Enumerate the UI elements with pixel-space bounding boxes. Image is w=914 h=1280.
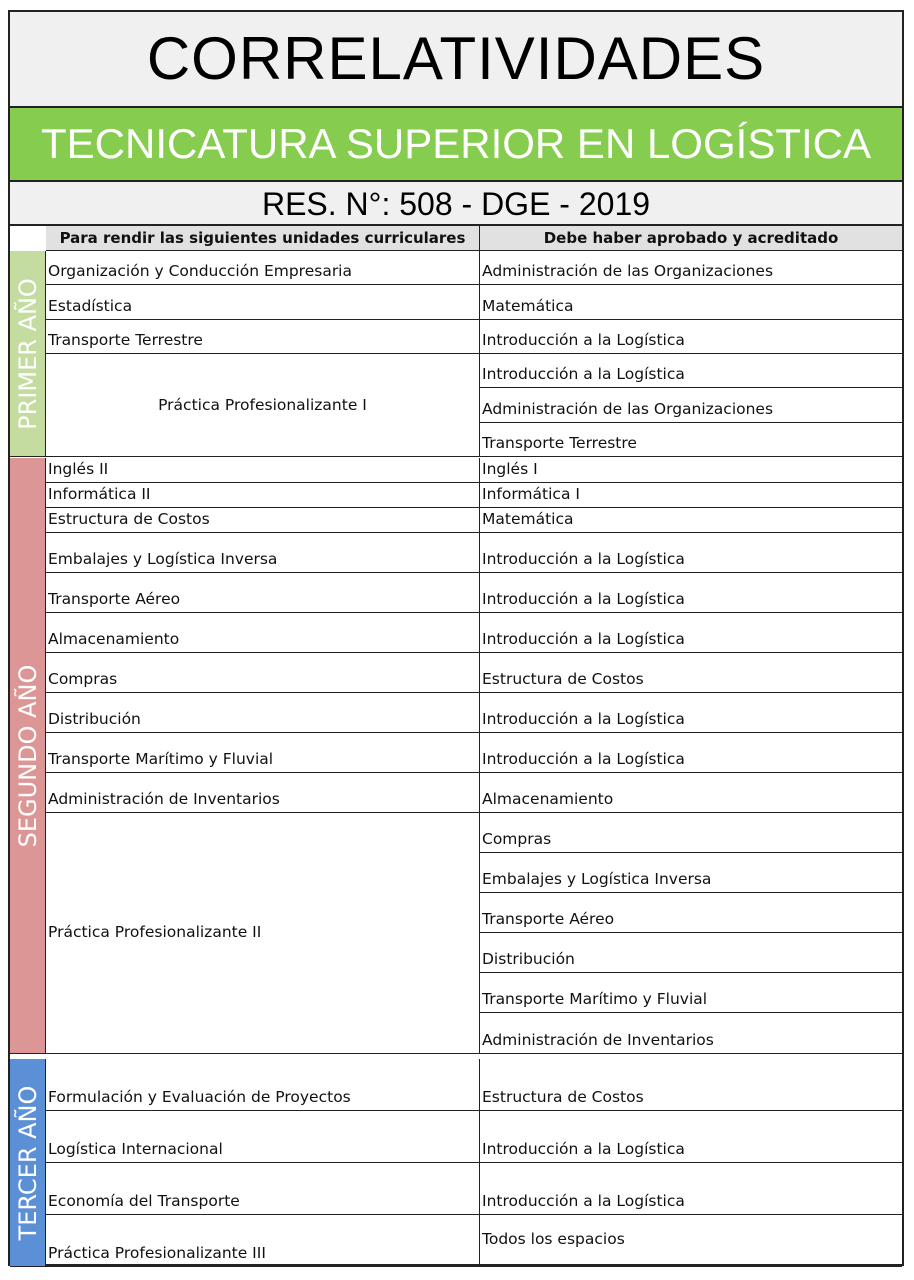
- prerequisite-cell: Estructura de Costos: [480, 653, 902, 693]
- subject-cell: Formulación y Evaluación de Proyectos: [46, 1059, 480, 1111]
- prerequisite-cell: Administración de Inventarios: [480, 1013, 902, 1054]
- prerequisite-cell: Transporte Terrestre: [480, 423, 902, 457]
- prerequisite-cell: Administración de las Organizaciones: [480, 251, 902, 285]
- prerequisite-cell: Matemática: [480, 285, 902, 320]
- subject-cell: Práctica Profesionalizante II: [46, 813, 480, 1054]
- subject-cell: Logística Internacional: [46, 1111, 480, 1163]
- subject-cell: Estructura de Costos: [46, 508, 480, 533]
- subject-cell: Transporte Marítimo y Fluvial: [46, 733, 480, 773]
- subject-cell: Práctica Profesionalizante III: [46, 1215, 480, 1267]
- prerequisite-cell: Inglés I: [480, 458, 902, 483]
- prerequisite-cell: Introducción a la Logística: [480, 1111, 902, 1163]
- subject-cell: Inglés II: [46, 458, 480, 483]
- document-frame: [8, 10, 904, 1266]
- subject-cell: Administración de Inventarios: [46, 773, 480, 813]
- prerequisite-cell: Introducción a la Logística: [480, 320, 902, 354]
- prerequisite-cell: Matemática: [480, 508, 902, 533]
- prerequisite-cell: Introducción a la Logística: [480, 533, 902, 573]
- prerequisite-cell: Embalajes y Logística Inversa: [480, 853, 902, 893]
- resolution-number: RES. N°: 508 - DGE - 2019: [10, 182, 902, 226]
- prerequisite-cell: Introducción a la Logística: [480, 573, 902, 613]
- subject-cell: Organización y Conducción Empresaria: [46, 251, 480, 285]
- prerequisite-cell: Transporte Aéreo: [480, 893, 902, 933]
- column-header-subjects: Para rendir las siguientes unidades curriculares: [46, 226, 480, 251]
- career-title: TECNICATURA SUPERIOR EN LOGÍSTICA: [10, 108, 902, 182]
- prerequisite-cell: Informática I: [480, 483, 902, 508]
- document-title: CORRELATIVIDADES: [10, 12, 902, 108]
- subject-cell: Compras: [46, 653, 480, 693]
- prerequisite-cell: Todos los espacios: [480, 1215, 902, 1267]
- prerequisite-cell: Introducción a la Logística: [480, 733, 902, 773]
- prerequisite-cell: Transporte Marítimo y Fluvial: [480, 973, 902, 1013]
- prerequisite-cell: Administración de las Organizaciones: [480, 388, 902, 423]
- prerequisite-cell: Introducción a la Logística: [480, 693, 902, 733]
- year-label: PRIMER AÑO: [13, 277, 42, 430]
- prerequisite-cell: Almacenamiento: [480, 773, 902, 813]
- prerequisite-cell: Distribución: [480, 933, 902, 973]
- column-header-prerequisites: Debe haber aprobado y acreditado: [480, 226, 902, 251]
- prerequisite-cell: Introducción a la Logística: [480, 1163, 902, 1215]
- subject-cell: Economía del Transporte: [46, 1163, 480, 1215]
- subject-cell: Transporte Aéreo: [46, 573, 480, 613]
- prerequisite-cell: Estructura de Costos: [480, 1059, 902, 1111]
- subject-cell: Estadística: [46, 285, 480, 320]
- subject-cell: Informática II: [46, 483, 480, 508]
- year-band-primer: [10, 251, 46, 457]
- prerequisite-cell: Introducción a la Logística: [480, 613, 902, 653]
- year-label: TERCER AÑO: [13, 1085, 42, 1240]
- subject-cell: Práctica Profesionalizante I: [46, 354, 480, 457]
- subject-cell: Distribución: [46, 693, 480, 733]
- subject-cell: Transporte Terrestre: [46, 320, 480, 354]
- prerequisite-cell: Introducción a la Logística: [480, 354, 902, 388]
- subject-cell: Almacenamiento: [46, 613, 480, 653]
- subject-cell: Embalajes y Logística Inversa: [46, 533, 480, 573]
- year-band-tercer: [10, 1059, 46, 1267]
- year-band-segundo: [10, 458, 46, 1054]
- year-label: SEGUNDO AÑO: [13, 664, 42, 847]
- prerequisite-cell: Compras: [480, 813, 902, 853]
